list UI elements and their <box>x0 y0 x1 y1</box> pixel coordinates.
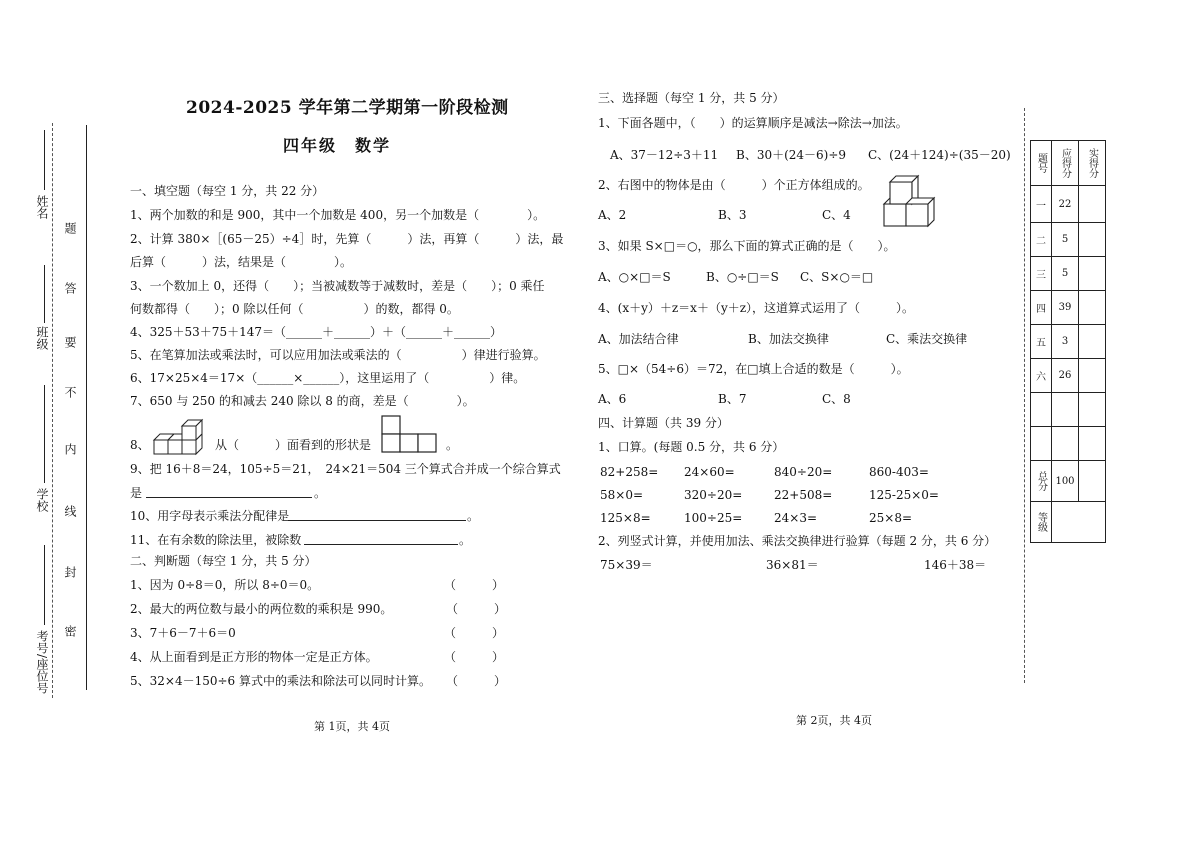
s3-q1: 1、下面各题中，（ ）的运算顺序是减法→除法→加法。 <box>598 116 908 130</box>
judge-item-5: 5、32×4－150÷6 算式中的乘法和除法可以同时计算。 <box>130 674 432 688</box>
judge-paren-5[interactable]: （ ） <box>446 674 507 688</box>
score-row-actual[interactable] <box>1079 325 1106 359</box>
s3-q5: 5、□×（54÷6）＝72，在□填上合适的数是（ ）。 <box>598 362 909 376</box>
s3-q3-opt-b[interactable]: B、○÷□＝S <box>706 270 779 284</box>
score-row-label: 四 <box>1031 291 1052 325</box>
judge-paren-4[interactable]: （ ） <box>444 650 505 664</box>
oral-r1c2: 24×60= <box>684 465 735 479</box>
score-row-points: 26 <box>1052 359 1079 393</box>
score-row-label: 二 <box>1031 223 1052 257</box>
school-blank[interactable] <box>44 385 45 483</box>
oral-r3c2: 100÷25= <box>684 511 743 525</box>
score-row-label: 六 <box>1031 359 1052 393</box>
score-head-2: 应得分 <box>1052 141 1079 186</box>
score-row-label: 一 <box>1031 186 1052 223</box>
s3-q1-opt-a[interactable]: A、37－12÷3＋11 <box>610 148 719 162</box>
s1-q3a: 3、一个数加上 0，还得（ ）；当被减数等于减数时，差是（ ）；0 乘任 <box>130 279 545 293</box>
s4-sub1: 1、口算。(每题 0.5 分，共 6 分） <box>598 440 785 454</box>
s1-q9a: 9、把 16＋8＝24，105÷5＝21， 24×21＝504 三个算式合并成一个综合算式 <box>130 462 561 476</box>
score-row-points: 39 <box>1052 291 1079 325</box>
s3-q1-opt-b[interactable]: B、30＋(24－6)÷9 <box>736 148 847 162</box>
score-total-label: 总分 <box>1031 461 1052 502</box>
s3-q4-opt-a[interactable]: A、加法结合律 <box>598 332 679 346</box>
s3-q3: 3、如果 S×□＝○，那么下面的算式正确的是（ ）。 <box>598 239 896 253</box>
s1-q9b: 是 <box>130 486 143 500</box>
s1-q8-number: 8、 <box>130 438 150 452</box>
page-footer-left: 第 1页，共 4页 <box>314 720 390 733</box>
seal-char-4: 不 <box>63 386 77 398</box>
vertical-calc-1: 75×39＝ <box>600 558 653 572</box>
s3-q3-opt-a[interactable]: A、○×□＝S <box>598 270 671 284</box>
vertical-calc-3: 146＋38＝ <box>924 558 987 572</box>
q2-cubes-figure <box>880 172 936 232</box>
score-total-points: 100 <box>1052 461 1079 502</box>
name-label: 姓名 <box>35 195 49 219</box>
exam-title: 2024-2025 学年第二学期第一阶段检测 <box>186 98 509 118</box>
oral-r3c1: 125×8= <box>600 511 651 525</box>
score-total-actual[interactable] <box>1079 461 1106 502</box>
score-head-3: 实得分 <box>1079 141 1106 186</box>
s3-q5-opt-c[interactable]: C、8 <box>822 392 851 406</box>
s1-q1: 1、两个加数的和是 900，其中一个加数是 400，另一个加数是（ ）。 <box>130 208 546 222</box>
seal-char-3: 要 <box>63 336 77 348</box>
s1-q11: 11、在有余数的除法里，被除数 <box>130 533 302 547</box>
oral-r3c4: 25×8= <box>869 511 913 525</box>
score-row-actual[interactable] <box>1079 186 1106 223</box>
score-head-1: 题号 <box>1031 141 1052 186</box>
s3-q5-opt-b[interactable]: B、7 <box>718 392 747 406</box>
score-row-points: 22 <box>1052 186 1079 223</box>
s1-q5: 5、在笔算加法或乘法时，可以应用加法或乘法的（ ）律进行验算。 <box>130 348 546 362</box>
score-grade-value[interactable] <box>1052 502 1106 543</box>
oral-r1c3: 840÷20= <box>774 465 833 479</box>
seal-char-2: 答 <box>63 282 77 294</box>
s3-q2-opt-a[interactable]: A、2 <box>598 208 627 222</box>
oral-r1c1: 82+258= <box>600 465 659 479</box>
right-dashed-line <box>1024 108 1025 683</box>
s1-q9-end: 。 <box>314 486 327 500</box>
score-table <box>1030 140 1106 543</box>
s3-q4-opt-c[interactable]: C、乘法交换律 <box>886 332 968 346</box>
exam-subtitle: 四年级 数学 <box>283 136 392 155</box>
score-row-actual[interactable] <box>1079 223 1106 257</box>
q11-answer-line[interactable] <box>304 544 458 545</box>
class-blank[interactable] <box>44 265 45 323</box>
judge-item-4: 4、从上面看到是正方形的物体一定是正方体。 <box>130 650 378 664</box>
section3-heading: 三、选择题（每空 1 分，共 5 分） <box>598 91 785 105</box>
score-row-actual[interactable] <box>1079 427 1106 461</box>
s1-q10-end: 。 <box>467 509 480 523</box>
s3-q4-opt-b[interactable]: B、加法交换律 <box>748 332 829 346</box>
score-row-actual[interactable] <box>1079 393 1106 427</box>
q9-answer-line[interactable] <box>146 497 312 498</box>
q8-view-shape <box>380 414 440 454</box>
score-row-points <box>1052 393 1079 427</box>
s1-q2b: 后算（ ）法，结果是（ ）。 <box>130 255 353 269</box>
s1-q6: 6、17×25×4＝17×（______×______），这里运用了（ ）律。 <box>130 371 526 385</box>
oral-r2c4: 125-25×0= <box>869 488 939 502</box>
section1-heading: 一、填空题（每空 1 分，共 22 分） <box>130 184 325 198</box>
s3-q2-opt-b[interactable]: B、3 <box>718 208 747 222</box>
s4-sub2: 2、列竖式计算，并使用加法、乘法交换律进行验算（每题 2 分，共 6 分） <box>598 534 997 548</box>
s1-q8-end: 。 <box>446 438 459 452</box>
s1-q3b: 何数都得（ ）；0 除以任何（ ）的数，都得 0。 <box>130 302 459 316</box>
score-row-label: 三 <box>1031 257 1052 291</box>
s3-q2: 2、右图中的物体是由（ ）个正方体组成的。 <box>598 178 870 192</box>
name-blank[interactable] <box>44 130 45 190</box>
score-row-actual[interactable] <box>1079 291 1106 325</box>
score-row-label: 五 <box>1031 325 1052 359</box>
oral-r2c2: 320÷20= <box>684 488 743 502</box>
score-row-label <box>1031 393 1052 427</box>
score-row-points: 5 <box>1052 223 1079 257</box>
section4-heading: 四、计算题（共 39 分） <box>598 416 729 430</box>
judge-item-1: 1、因为 0÷8＝0，所以 8÷0＝0。 <box>130 578 320 592</box>
school-label: 学校 <box>35 488 49 512</box>
score-row-points: 3 <box>1052 325 1079 359</box>
seat-label: 考号/座位号 <box>35 630 49 695</box>
s3-q5-opt-a[interactable]: A、6 <box>598 392 627 406</box>
judge-item-3: 3、7＋6－7＋6＝0 <box>130 626 236 640</box>
judge-item-2: 2、最大的两位数与最小的两位数的乘积是 990。 <box>130 602 393 616</box>
seal-char-6: 线 <box>63 505 77 517</box>
seal-char-1: 题 <box>63 222 77 234</box>
s1-q2a: 2、计算 380×［(65－25）÷4］时，先算（ ）法，再算（ ）法，最 <box>130 232 564 246</box>
score-row-actual[interactable] <box>1079 257 1106 291</box>
seat-blank[interactable] <box>44 545 45 625</box>
vertical-calc-2: 36×81＝ <box>766 558 819 572</box>
judge-paren-2[interactable]: （ ） <box>446 602 507 616</box>
oral-r3c3: 24×3= <box>774 511 818 525</box>
s1-q7: 7、650 与 250 的和减去 240 除以 8 的商，差是（ ）。 <box>130 394 475 408</box>
s1-q8-text: 从（ ）面看到的形状是 <box>215 438 372 452</box>
score-row-label <box>1031 427 1052 461</box>
seal-char-8: 密 <box>63 625 77 637</box>
score-row-actual[interactable] <box>1079 359 1106 393</box>
q8-solid-figure <box>152 416 210 456</box>
score-row-points <box>1052 427 1079 461</box>
s1-q10: 10、用字母表示乘法分配律是 <box>130 509 290 523</box>
s1-q11-end: 。 <box>459 533 472 547</box>
binding-solid-line <box>86 125 87 690</box>
class-label: 班级 <box>35 326 49 350</box>
seal-char-7: 封 <box>63 566 77 578</box>
section2-heading: 二、判断题（每空 1 分，共 5 分） <box>130 554 317 568</box>
binding-dashed-line <box>52 123 53 698</box>
judge-paren-3[interactable]: （ ） <box>444 626 505 640</box>
score-grade-label: 等级 <box>1031 502 1052 543</box>
oral-r2c3: 22+508= <box>774 488 833 502</box>
s3-q2-opt-c[interactable]: C、4 <box>822 208 851 222</box>
oral-r2c1: 58×0= <box>600 488 644 502</box>
seal-char-5: 内 <box>63 443 77 455</box>
s3-q3-opt-c[interactable]: C、S×○＝□ <box>800 270 874 284</box>
oral-r1c4: 860-403= <box>869 465 929 479</box>
s3-q1-opt-c[interactable]: C、(24＋124)÷(35－20) <box>868 148 1011 162</box>
s3-q4: 4、(x＋y）＋z＝x＋（y＋z），这道算式运用了（ ）。 <box>598 301 915 315</box>
page-footer-right: 第 2页，共 4页 <box>796 714 872 727</box>
score-row-points: 5 <box>1052 257 1079 291</box>
judge-paren-1[interactable]: （ ） <box>444 578 505 592</box>
q10-answer-line[interactable] <box>288 520 466 521</box>
s1-q4: 4、325＋53＋75＋147＝（______＋______）＋（______＋______） <box>130 325 502 339</box>
